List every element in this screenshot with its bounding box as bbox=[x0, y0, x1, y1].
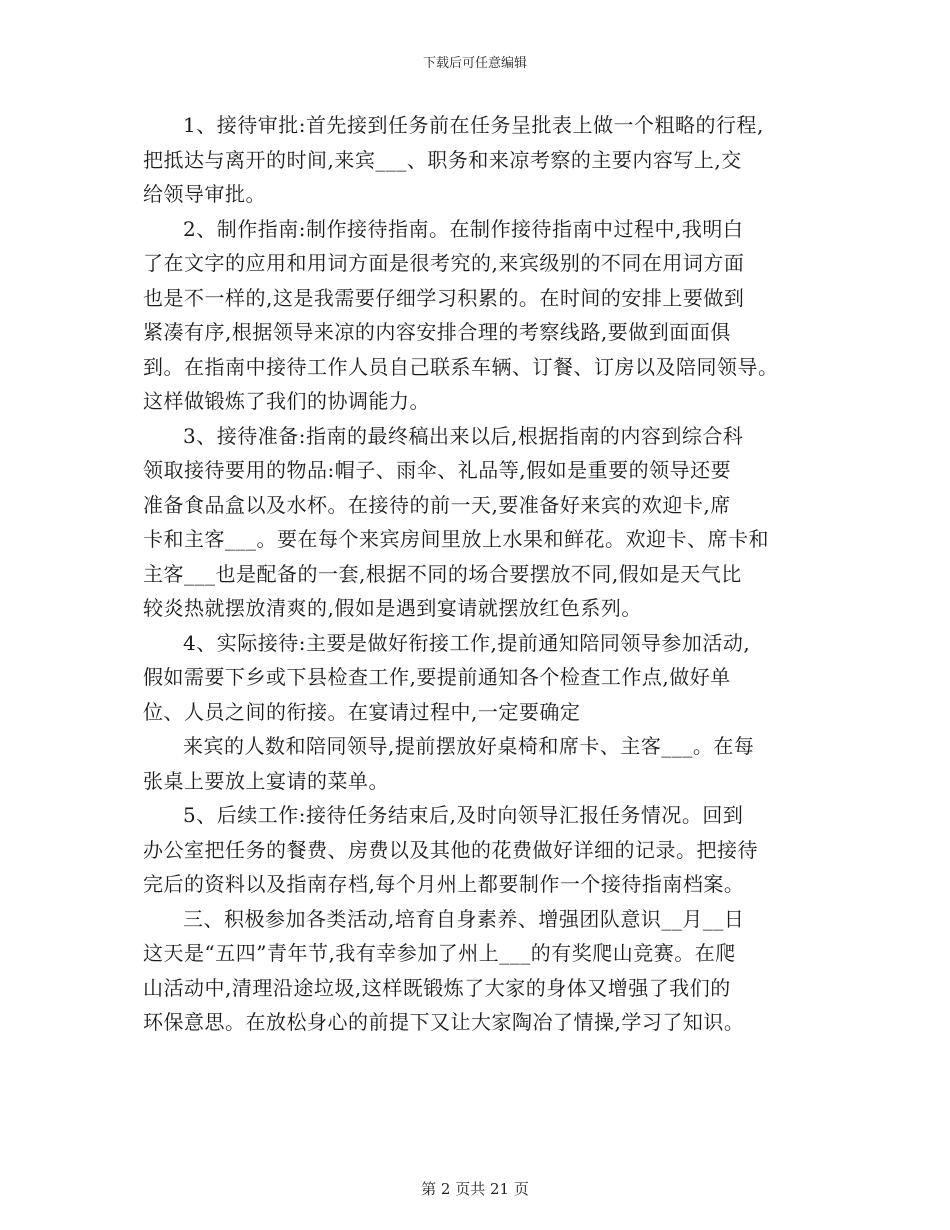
text-line: 张桌上要放上宴请的菜单。 bbox=[143, 768, 389, 793]
text-line: 三、积极参加各类活动,培育自身素养、增强团队意识__月__日 bbox=[183, 906, 745, 931]
text-line: 主客___也是配备的一套,根据不同的场合要摆放不同,假如是天气比 bbox=[143, 561, 742, 586]
text-line: 到。在指南中接待工作人员自己联系车辆、订餐、订房以及陪同领导。 bbox=[143, 354, 779, 379]
text-line: 4、实际接待:主要是做好衔接工作,提前通知陪同领导参加活动, bbox=[183, 630, 751, 655]
text-line: 5、后续工作:接待任务结束后,及时向领导汇报任务情况。回到 bbox=[183, 803, 744, 827]
text-line: 领取接待要用的物品:帽子、雨伞、礼品等,假如是重要的领导还要 bbox=[143, 458, 732, 482]
text-line: 准备食品盒以及水杯。在接待的前一天,要准备好来宾的欢迎卡,席 bbox=[143, 492, 731, 517]
page-number: 第 2 页共 21 页 bbox=[421, 1180, 529, 1198]
text-line: 1、接待审批:首先接到任务前在任务呈批表上做一个粗略的行程, bbox=[183, 113, 764, 137]
text-line: 假如需要下乡或下县检查工作,要提前通知各个检查工作点,做好单 bbox=[143, 665, 731, 689]
text-line: 这天是“五四”青年节,我有幸参加了州上___的有奖爬山竞赛。在爬 bbox=[143, 941, 736, 965]
text-line: 环保意思。在放松身心的前提下又让大家陶冶了情操,学习了知识。 bbox=[143, 1010, 745, 1034]
text-line: 这样做锻炼了我们的协调能力。 bbox=[143, 389, 430, 413]
text-line: 把抵达与离开的时间,来宾___、职务和来凉考察的主要内容写上,交 bbox=[143, 147, 742, 172]
text-line: 办公室把任务的餐费、房费以及其他的花费做好详细的记录。把接待 bbox=[143, 837, 758, 862]
text-line: 较炎热就摆放清爽的,假如是遇到宴请就摆放红色系列。 bbox=[143, 596, 642, 620]
text-line: 卡和主客___。要在每个来宾房间里放上水果和鲜花。欢迎卡、席卡和 bbox=[143, 527, 769, 551]
text-line: 来宾的人数和陪同领导,提前摆放好桌椅和席卡、主客___。在每 bbox=[183, 734, 755, 758]
text-line: 3、接待准备:指南的最终稿出来以后,根据指南的内容到综合科 bbox=[183, 423, 744, 448]
text-line: 山活动中,清理沿途垃圾,这样既锻炼了大家的身体又增强了我们的 bbox=[143, 975, 731, 1000]
text-line: 也是不一样的,这是我需要仔细学习积累的。在时间的安排上要做到 bbox=[143, 285, 745, 310]
page-header: 下载后可任意编辑 bbox=[422, 56, 527, 71]
text-line: 紧凑有序,根据领导来凉的内容安排合理的考察线路,要做到面面俱 bbox=[143, 320, 731, 344]
text-line: 了在文字的应用和用词方面是很考究的,来宾级别的不同在用词方面 bbox=[143, 251, 745, 275]
document-body bbox=[143, 108, 823, 1040]
text-line: 位、人员之间的衔接。在宴请过程中,一定要确定 bbox=[143, 699, 581, 724]
text-line: 2、制作指南:制作接待指南。在制作接待指南中过程中,我明白 bbox=[183, 216, 744, 241]
text-line: 给领导审批。 bbox=[143, 182, 266, 206]
text-line: 完后的资料以及指南存档,每个月州上都要制作一个接待指南档案。 bbox=[143, 872, 745, 896]
